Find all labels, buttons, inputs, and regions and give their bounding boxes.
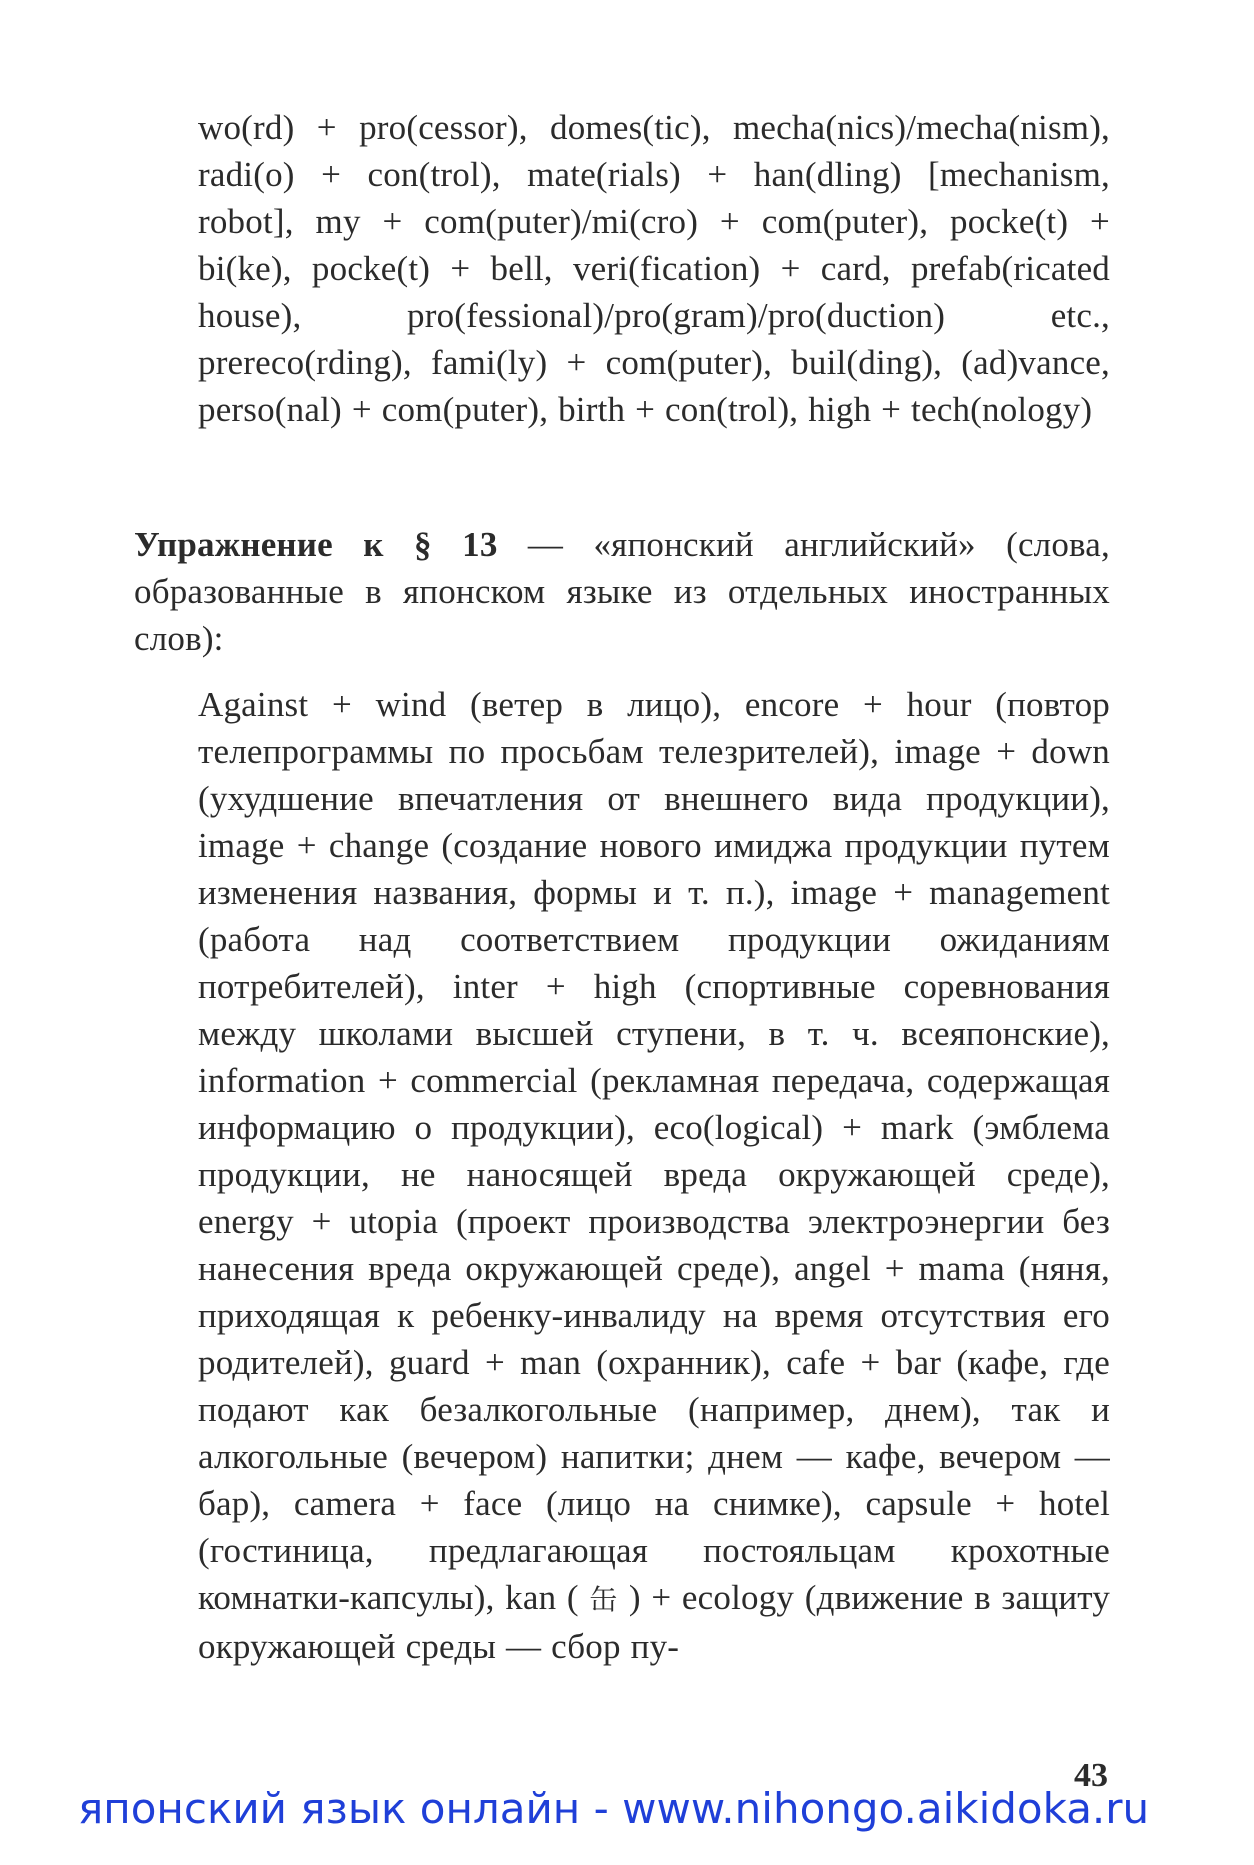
top-paragraph: wo(rd) + pro(cessor), domes(tic), mecha(nics)/mecha(nism), radi(o) + con(trol), mate(rials) + han(dling) [mechanism, robot], my + com(puter)/mi(cro) + com(puter), pocke(t) + bi(ke), pocke(t) + bell, veri(fication) + card, prefab(ricated house), pro(fessional)/pro(gram)/pro(duction) etc., prereco(rding), fami(ly) + com(puter), buil(ding), (ad)vance, perso(nal) + com(puter), birth + con(trol), high + tech(nology)	[198, 108, 1110, 429]
body-paragraph	[198, 681, 1110, 1670]
body-paragraph-text-end: ) + ecology (движение в защиту окружающей среды — сбор пу-	[198, 1578, 1111, 1666]
kanji-glyph: 缶	[589, 1583, 619, 1616]
watermark-link[interactable]: японский язык онлайн - www.nihongo.aikidoka.ru	[78, 1784, 1150, 1833]
page-number: 43	[1074, 1757, 1108, 1794]
exercise-heading-bold: Упражнение к § 13	[134, 525, 498, 564]
exercise-heading	[134, 521, 1110, 662]
body-paragraph-text: Against + wind (ветер в лицо), encore + hour (повтор телепрограммы по просьбам телезрителей), image + down (ухудшение впечатления от внешнего вида продукции), image + change (создание нового имиджа продукции путем изменения названия, формы и т. п.), image + management (работа над соответствием продукции ожиданиям потребителей), inter + high (спортивные соревнования между школами высшей ступени, в т. ч. всеяпонские), information + commercial (рекламная передача, содержащая информацию о продукции), eco(logical) + mark (эмблема продукции, не наносящей вреда окружающей среде), energy + utopia (проект производства электроэнергии без нанесения вреда окружающей среде), angel + mama (няня, приходящая к ребенку-инвалиду на время отсутствия его родителей), guard + man (охранник), cafe + bar (кафе, где подают как безалкогольные (например, днем), так и алкогольные (вечером) напитки; днем — кафе, вечером — бар), camera + face (лицо на снимке), capsule + hotel (гостиница, предлагающая постояльцам крохотные комнатки-капсулы), kan (	[198, 685, 1110, 1617]
exercise-heading-rest: — «японский английский» (слова, образованные в японском языке из отдельных иностранных слов):	[134, 525, 1110, 658]
